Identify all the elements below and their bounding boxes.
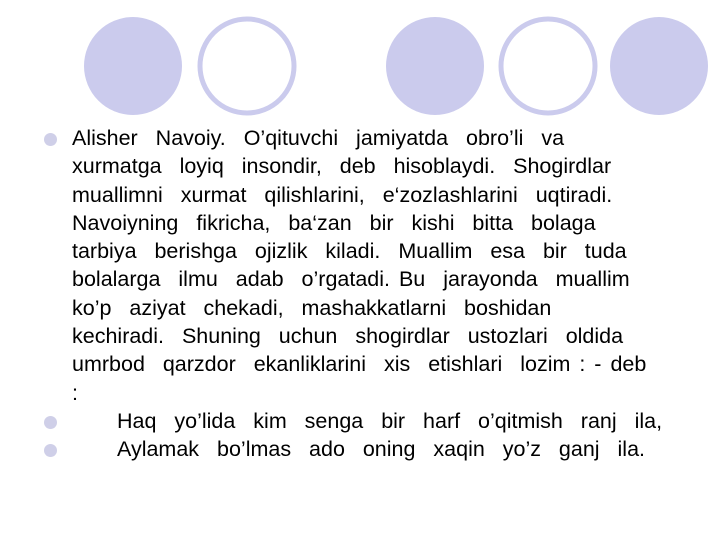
decor-circle-outline-2	[501, 19, 595, 113]
bullet-item-3	[44, 435, 684, 463]
bullet-icon	[44, 133, 57, 146]
paragraph-line: Navoiyning fikricha, ba‘zan bir kishi bitta bolaga	[72, 210, 596, 235]
decorative-circles	[0, 0, 720, 120]
bullet-item-1	[44, 124, 684, 407]
slide-body	[44, 124, 684, 464]
paragraph-line: bolalarga ilmu adab o’rgatadi. Bu jarayonda muallim	[72, 267, 630, 292]
verse-line-1: Haq yo’lida kim senga bir harf o’qitmish ranj ila,	[117, 408, 663, 433]
paragraph-line: Alisher Navoiy. O’qituvchi jamiyatda obro’li va	[72, 126, 565, 150]
bullet-item-2	[44, 407, 684, 435]
bullet-icon	[44, 444, 57, 457]
decor-circle-filled-2	[386, 17, 484, 115]
paragraph-navoiy	[72, 124, 684, 407]
paragraph-line: umrbod qarzdor ekanliklarini xis etishlari lozim : - deb	[72, 352, 647, 377]
paragraph-line: tarbiya berishga ojizlik kiladi. Muallim esa bir tuda	[72, 239, 627, 264]
paragraph-line: muallimni xurmat qilishlarini, e‘zozlashlarini uqtiradi.	[72, 182, 613, 207]
decor-circle-filled-3	[610, 17, 708, 115]
paragraph-line: xurmatga loyiq insondir, deb hisoblaydi. Shogirdlar	[72, 154, 612, 179]
paragraph-line: kechiradi. Shuning uchun shogirdlar ustozlari oldida	[72, 324, 624, 349]
decor-circle-outline-1	[200, 19, 294, 113]
bullet-icon	[44, 416, 57, 429]
verse-line-2: Aylamak bo’lmas ado oning xaqin yo’z ganj ila.	[117, 437, 646, 462]
decor-circle-filled-1	[84, 17, 182, 115]
paragraph-line: :	[72, 380, 78, 405]
paragraph-line: ko’p aziyat chekadi, mashakkatlarni boshidan	[72, 295, 552, 320]
